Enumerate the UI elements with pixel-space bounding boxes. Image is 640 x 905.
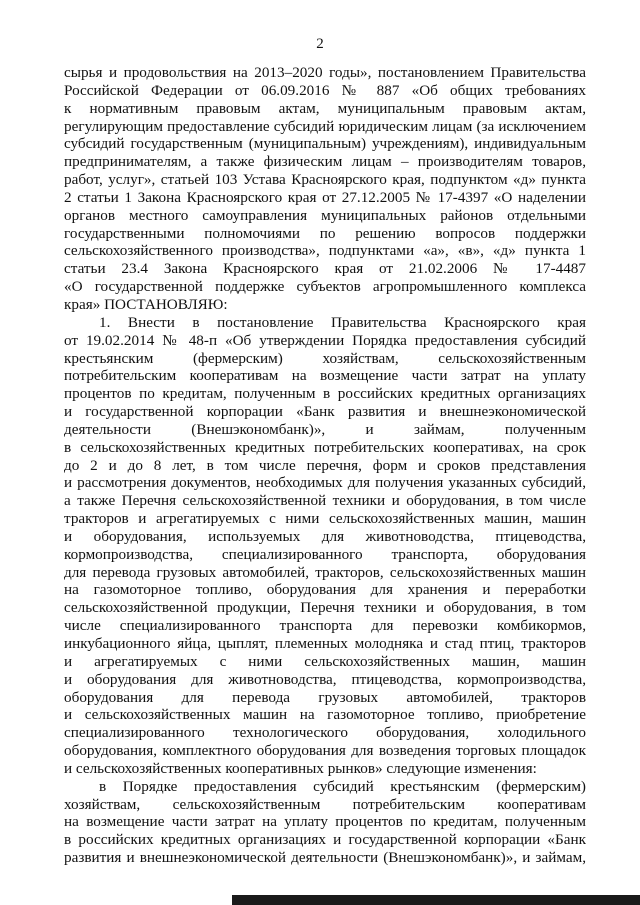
text-line: 2 статьи 1 Закона Красноярского края от 27.12.2005 № 17-4397 «О наделении bbox=[64, 188, 586, 206]
text-line: сельскохозяйственного производства», подпунктами «а», «в», «д» пункта 1 bbox=[64, 242, 586, 260]
text-line: для перевода грузовых автомобилей, тракторов, сельскохозяйственных машин bbox=[64, 563, 586, 581]
text-line: и рассмотрения документов, необходимых для получения указанных субсидий, bbox=[64, 474, 586, 492]
text-line: регулирующим предоставление субсидий юридическим лицам (за исключением bbox=[64, 117, 586, 135]
text-line: оборудования для перевода грузовых автомобилей, тракторов bbox=[64, 688, 586, 706]
text-line: развития и внешнеэкономической деятельности (Внешэкономбанк)», и займам, bbox=[64, 849, 586, 867]
text-line: на газомоторное топливо, оборудования для хранения и переработки bbox=[64, 581, 586, 599]
text-line: оборудования, комплектного оборудования для возведения торговых площадок bbox=[64, 742, 586, 760]
text-line: органов местного самоуправления муниципальных районов отдельными bbox=[64, 206, 586, 224]
text-line: а также Перечня сельскохозяйственной техники и оборудования, в том числе bbox=[64, 492, 586, 510]
scan-edge-shadow bbox=[232, 895, 640, 905]
text-line: государственными полномочиями по решению вопросов поддержки bbox=[64, 224, 586, 242]
text-line: на возмещение части затрат на уплату процентов по кредитам, полученным bbox=[64, 813, 586, 831]
text-line: края» ПОСТАНОВЛЯЮ: bbox=[64, 295, 228, 313]
text-line: «О государственной поддержке субъектов агропромышленного комплекса bbox=[64, 278, 586, 296]
text-line: специализированного технологического оборудования, холодильного bbox=[64, 724, 586, 742]
text-line: и оборудования для животноводства, птицеводства, кормопроизводства, bbox=[64, 670, 586, 688]
text-line: инкубационного яйца, цыплят, племенных молодняка и стад птиц, тракторов bbox=[64, 635, 586, 652]
text-line: от 19.02.2014 № 48-п «Об утверждении Порядка предоставления субсидий bbox=[64, 331, 586, 349]
text-line: предпринимателям, а также физическим лицам – производителям товаров, bbox=[64, 153, 586, 171]
text-line: в российских кредитных организациях и государственной корпорации «Банк bbox=[64, 831, 586, 849]
text-line: деятельности (Внешэкономбанк)», и займам, полученным bbox=[64, 420, 586, 438]
text-line: числе специализированного транспорта для перевозки комбикормов, bbox=[64, 617, 586, 635]
text-line: субсидий государственным (муниципальным) учреждениям), индивидуальным bbox=[64, 135, 586, 153]
text-line: и оборудования, используемых для животноводства, птицеводства, bbox=[64, 527, 586, 545]
text-line: работ, услуг», статьей 103 Устава Красноярского края, подпунктом «д» пункта bbox=[64, 171, 586, 189]
text-line: и государственной корпорации «Банк развития и внешнеэкономической bbox=[64, 403, 586, 421]
text-line: в сельскохозяйственных кредитных потребительских кооперативах, на срок bbox=[64, 438, 586, 456]
text-line: кормопроизводства, специализированного транспорта, оборудования bbox=[64, 545, 586, 563]
text-line: крестьянским (фермерским) хозяйствам, сельскохозяйственным bbox=[64, 349, 586, 367]
text-line: сельскохозяйственной продукции, Перечня техники и оборудования, в том bbox=[64, 599, 586, 617]
text-line: сырья и продовольствия на 2013–2020 годы», постановлением Правительства bbox=[64, 64, 586, 81]
body-text bbox=[64, 64, 586, 867]
page-number: 2 bbox=[316, 36, 324, 52]
text-line: потребительским кооперативам на возмещение части затрат на уплату bbox=[64, 367, 586, 385]
text-line: процентов по кредитам, полученным в российских кредитных организациях bbox=[64, 385, 586, 403]
text-line: 1. Внести в постановление Правительства Красноярского края bbox=[99, 313, 586, 331]
text-line: Российской Федерации от 06.09.2016 № 887 «Об общих требованиях bbox=[64, 81, 586, 99]
text-line: статьи 23.4 Закона Красноярского края от 21.02.2006 № 17-4487 bbox=[64, 260, 586, 278]
text-line: и сельскохозяйственных машин на газомоторное топливо, приобретение bbox=[64, 706, 586, 724]
text-line: до 2 и до 8 лет, в том числе перечня, форм и сроков представления bbox=[64, 456, 586, 474]
text-line: и сельскохозяйственных кооперативных рынков» следующие изменения: bbox=[64, 759, 537, 777]
text-line: и агрегатируемых с ними сельскохозяйственных машин, машин bbox=[64, 652, 586, 670]
text-line: к нормативным правовым актам, муниципальным правовым актам, bbox=[64, 99, 586, 117]
text-line: в Порядке предоставления субсидий крестьянским (фермерским) bbox=[99, 777, 586, 795]
text-line: хозяйствам, сельскохозяйственным потребительским кооперативам bbox=[64, 795, 586, 813]
text-line: тракторов и агрегатируемых с ними сельскохозяйственных машин, машин bbox=[64, 510, 586, 528]
